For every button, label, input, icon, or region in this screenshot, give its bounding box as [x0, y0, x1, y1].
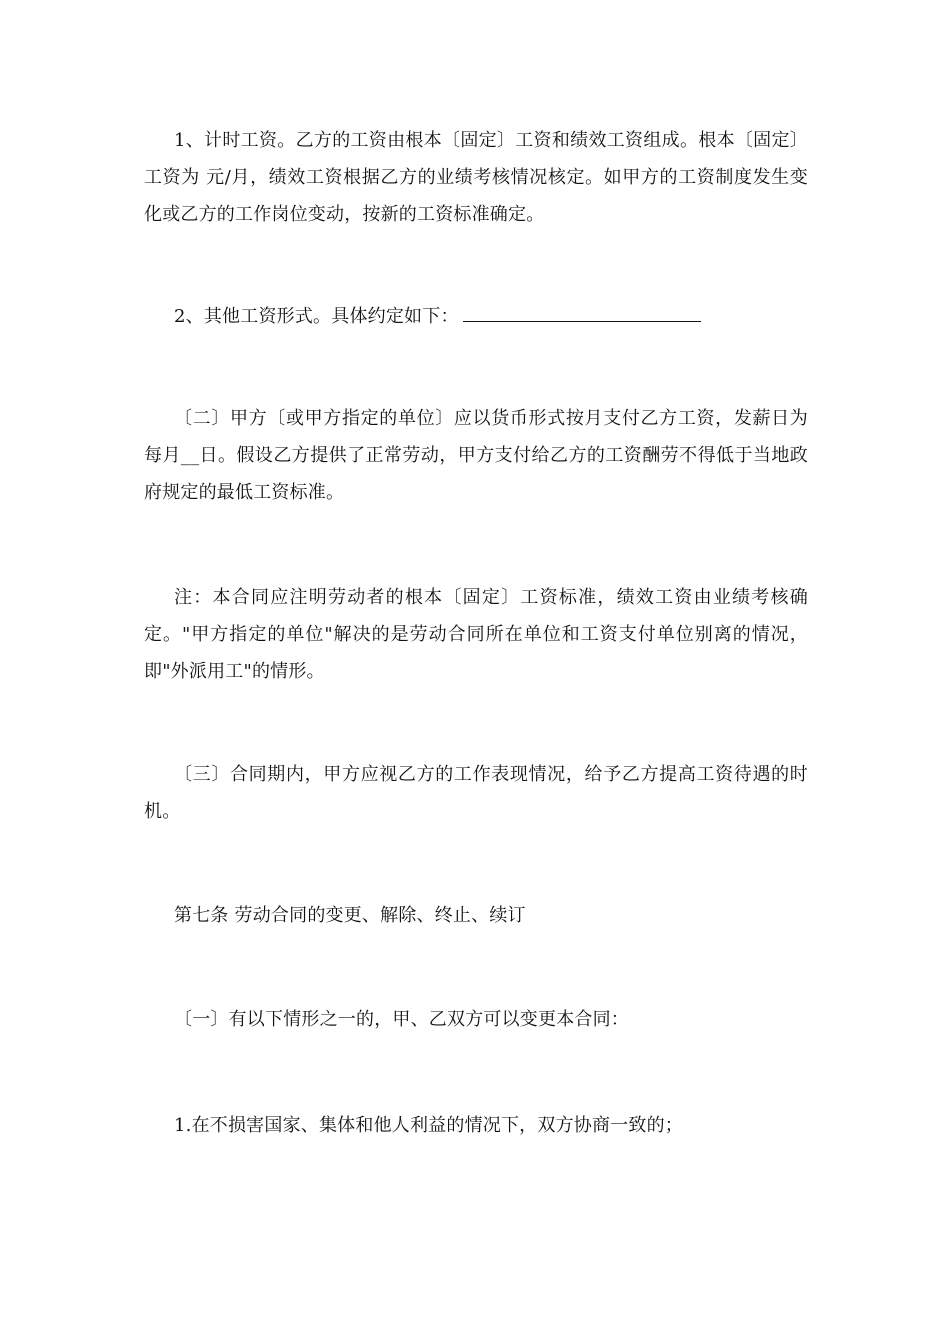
paragraph-text: 〔一〕有以下情形之一的，甲、乙双方可以变更本合同：: [174, 1009, 629, 1030]
paragraph-text: 〔二〕甲方〔或甲方指定的单位〕应以货币形式按月支付乙方工资，发薪日为每月__日。假设乙方提供了正常劳动，甲方支付给乙方的工资酬劳不得低于当地政府规定的最低工资标准。: [144, 408, 808, 503]
paragraph-hourly-wage: [144, 122, 808, 233]
paragraph-text: 1、计时工资。乙方的工资由根本〔固定〕工资和绩效工资组成。根本〔固定〕工资为 元/月，绩效工资根据乙方的业绩考核情况核定。如甲方的工资制度发生变化或乙方的工作岗位变动，按新的工资标准确定。: [144, 130, 808, 225]
paragraph-raise-clause: [144, 756, 808, 830]
article-seven-heading: [144, 897, 808, 934]
paragraph-change-conditions: [144, 1001, 808, 1038]
paragraph-condition-one: [144, 1107, 808, 1144]
paragraph-text: 2、其他工资形式。具体约定如下：: [174, 306, 459, 327]
fill-in-blank-line: [463, 303, 701, 322]
paragraph-text: 1.在不损害国家、集体和他人利益的情况下，双方协商一致的；: [174, 1115, 683, 1136]
paragraph-text: 第七条 劳动合同的变更、解除、终止、续订: [174, 905, 526, 926]
paragraph-text: 〔三〕合同期内，甲方应视乙方的工作表现情况，给予乙方提高工资待遇的时机。: [144, 764, 808, 822]
paragraph-payment-clause: [144, 400, 808, 511]
paragraph-other-wage-forms: [144, 298, 808, 335]
paragraph-note: [144, 579, 808, 690]
paragraph-text: 注：本合同应注明劳动者的根本〔固定〕工资标准，绩效工资由业绩考核确定。"甲方指定的单位"解决的是劳动合同所在单位和工资支付单位别离的情况，即"外派用工"的情形。: [144, 587, 808, 682]
